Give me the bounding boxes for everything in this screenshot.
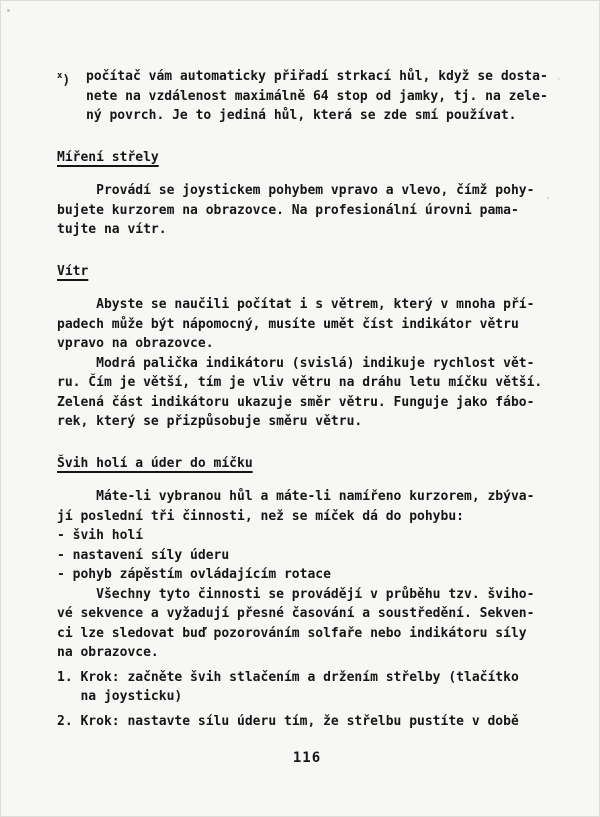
text-line: Máte-li vybranou hůl a máte-li namířeno kurzorem, zbýva- xyxy=(57,489,535,504)
footnote-text xyxy=(86,67,548,126)
footnote xyxy=(57,67,557,126)
list-item-line: - pohyb zápěstím ovládajícím rotace xyxy=(57,567,331,582)
list-item-line: - nastavení síly úderu xyxy=(57,547,230,563)
heading-text: Vítr xyxy=(57,263,89,279)
list-item-line: - švih holí xyxy=(57,528,144,543)
text-line: bujete kurzorem na obrazovce. Na profesionální úrovni pama- xyxy=(57,202,519,218)
step-item-2 xyxy=(57,712,557,732)
text-line: rek, který se přizpůsobuje směru větru. xyxy=(57,414,363,429)
text-line: na joysticku) xyxy=(57,689,183,704)
text-line: vpravo na obrazovce. xyxy=(57,336,214,351)
text-line: Abyste se naučili počítat i s větrem, který v mnoha pří- xyxy=(57,297,535,312)
text-line: jí poslední tři činnosti, než se míček dá do pohybu: xyxy=(57,508,464,524)
text-line: ru. Čím je větší, tím je vliv větru na dráhu letu míčku větší. xyxy=(57,375,543,390)
text-line: Provádí se joystickem pohybem vpravo a vlevo, čímž pohy- xyxy=(57,183,535,198)
heading-text: Míření střely xyxy=(57,149,159,165)
text-line: vé sekvence a vyžadují přesné časování a soustředění. Sekven- xyxy=(57,606,535,621)
text-line: nete na vzdálenost maximálně 64 stop od jamky, tj. na zele- xyxy=(86,88,548,104)
footnote-marker-sup: x xyxy=(57,71,63,81)
heading-text: Švih holí a úder do míčku xyxy=(57,455,253,471)
text-line: tujte na vítr. xyxy=(57,222,167,237)
text-line: počítač vám automaticky přiřadí strkací hůl, když se dosta- xyxy=(86,69,548,84)
scan-speck xyxy=(558,78,560,80)
text-line: Zelená část indikátoru ukazuje směr větru. Funguje jako fábo- xyxy=(57,394,535,410)
section-vitr-paragraph xyxy=(57,295,557,432)
text-line: padech může být nápomocný, musíte umět číst indikátor větru xyxy=(57,316,519,332)
section-heading-vitr xyxy=(57,262,557,282)
text-line: Modrá palička indikátoru (svislá) indikuje rychlost vět- xyxy=(57,355,535,371)
section-heading-mireni-strely xyxy=(57,148,557,168)
page-content xyxy=(57,67,557,769)
text-line: Všechny tyto činnosti se provádějí v průběhu tzv. šviho- xyxy=(57,586,535,602)
text-line: ci lze sledovat buď pozorováním solfaře nebo indikátoru síly xyxy=(57,625,527,641)
scan-speck xyxy=(7,9,10,12)
footnote-marker-paren: ) xyxy=(62,73,71,88)
section-svih-holi-paragraph xyxy=(57,487,557,663)
text-line: 1. Krok: začněte švih stlačením a držením střelby (tlačítko xyxy=(57,669,519,685)
step-item-1 xyxy=(57,668,557,707)
page-number: 116 xyxy=(292,750,322,766)
section-heading-svih-holi xyxy=(57,454,557,474)
text-line: ný povrch. Je to jediná hůl, která se zde smí používat. xyxy=(86,108,517,123)
text-line: na obrazovce. xyxy=(57,645,159,660)
text-line: 2. Krok: nastavte sílu úderu tím, že střelbu pustíte v době xyxy=(57,713,519,729)
footnote-marker xyxy=(57,67,86,126)
section-mireni-strely-paragraph xyxy=(57,181,557,240)
